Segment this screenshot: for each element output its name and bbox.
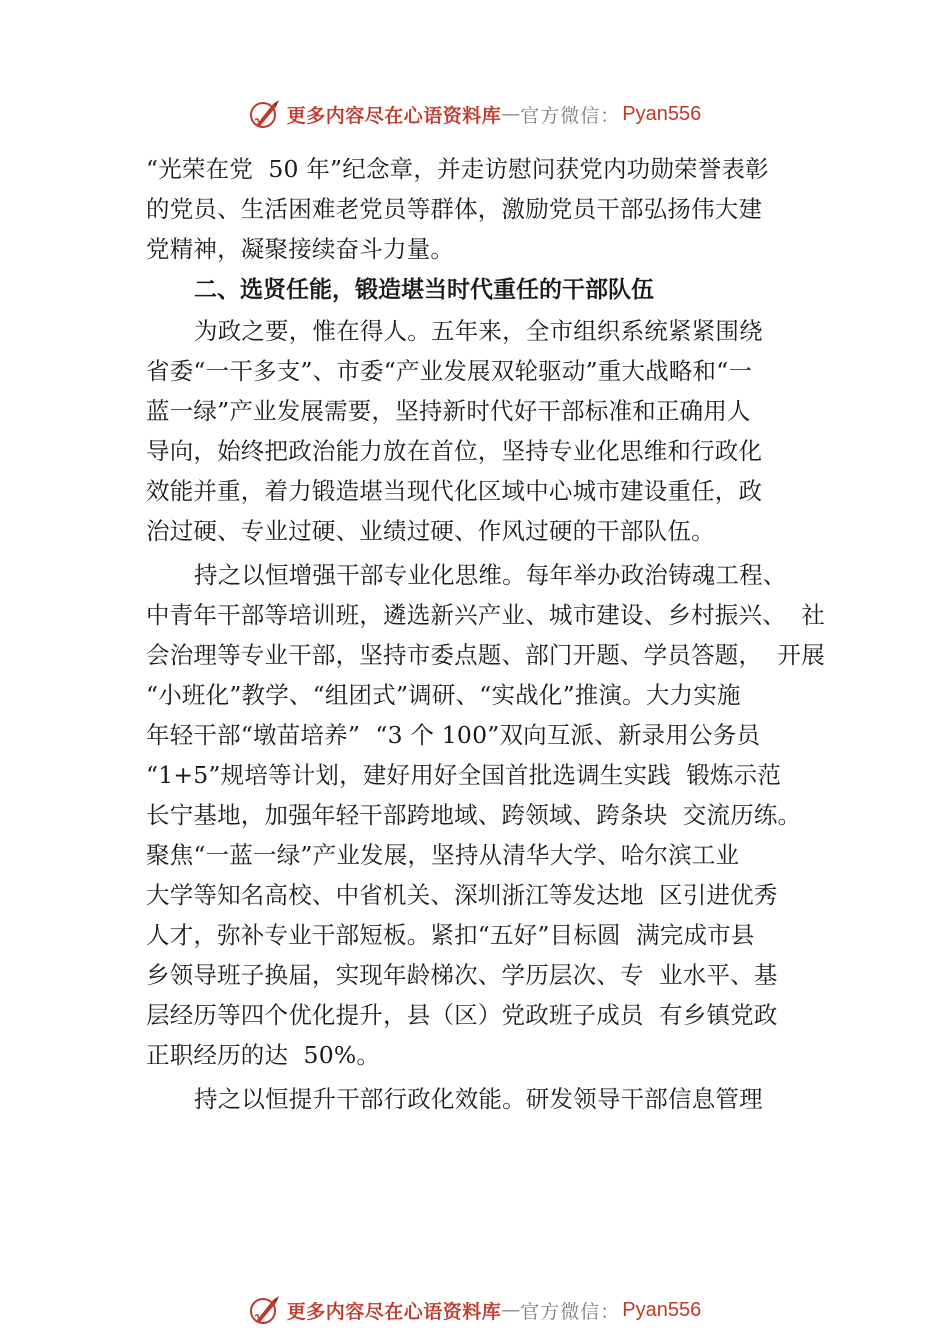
paragraph-professional-thinking bbox=[146, 555, 825, 1075]
text-line: 层经历等四个优化提升，县（区）党政班子成员 有乡镇党政 bbox=[146, 1001, 778, 1029]
text-line: 持之以恒提升干部行政化效能。研发领导干部信息管理 bbox=[194, 1085, 763, 1113]
text-line: 为政之要，惟在得人。五年来，全市组织系统紧紧围绕 bbox=[194, 317, 763, 345]
banner-official-label: 官方微信： bbox=[520, 1300, 621, 1323]
text-line: 持之以恒增强干部专业化思维。每年举办政治铸魂工程、 bbox=[194, 561, 787, 589]
text-line: 治过硬、专业过硬、业绩过硬、作风过硬的干部队伍。 bbox=[146, 517, 715, 545]
text-line: 导向，始终把政治能力放在首位，坚持专业化思维和行政化 bbox=[146, 437, 763, 465]
text-line: 的党员、生活困难老党员等群体，激励党员干部弘扬伟大建 bbox=[146, 195, 763, 223]
text-line: 中青年干部等培训班，遴选新兴产业、城市建设、乡村振兴、 社 bbox=[146, 601, 825, 629]
text-line: “光荣在党 50 年”纪念章，并走访慰问获党内功勋荣誉表彰 bbox=[146, 155, 769, 183]
text-line: 省委“一干多支”、市委“产业发展双轮驱动”重大战略和“一 bbox=[146, 357, 753, 385]
text-line: 效能并重，着力锻造堪当现代化区域中心城市建设重任，政 bbox=[146, 477, 763, 505]
banner-dash: — bbox=[501, 1299, 521, 1321]
text-line: 蓝一绿”产业发展需要，坚持新时代好干部标准和正确用人 bbox=[146, 397, 751, 425]
text-line: “1+5”规培等计划，建好用好全国首批选调生实践 锻炼示范 bbox=[146, 761, 782, 789]
text-line: 年轻干部“墩苗培养” “3 个 100”双向互派、新录用公务员 bbox=[146, 721, 761, 749]
text-line: 大学等知名高校、中省机关、深圳浙江等发达地 区引进优秀 bbox=[146, 881, 778, 909]
banner-brand: 更多内容尽在心语资料库 bbox=[286, 1300, 502, 1323]
text-line: 人才，弥补专业干部短板。紧扣“五好”目标圆 满完成市县 bbox=[146, 921, 755, 949]
paragraph-overview bbox=[146, 311, 816, 551]
quill-pen-logo-icon bbox=[249, 98, 281, 130]
footer-banner bbox=[0, 1290, 950, 1330]
text-line: 正职经历的达 50%。 bbox=[146, 1041, 381, 1069]
banner-wechat-id: Pyan556 bbox=[622, 102, 702, 125]
text-line: 党精神，凝聚接续奋斗力量。 bbox=[146, 235, 455, 263]
text-line: “小班化”教学、“组团式”调研、“实战化”推演。大力实施 bbox=[146, 681, 741, 709]
paragraph-intro bbox=[146, 149, 816, 269]
quill-pen-logo-icon bbox=[249, 1294, 281, 1326]
section-heading: 二、选贤任能，锻造堪当时代重任的干部队伍 bbox=[194, 277, 654, 303]
banner-wechat-id: Pyan556 bbox=[622, 1298, 702, 1321]
banner-dash: — bbox=[501, 103, 521, 125]
document-body bbox=[146, 149, 825, 1119]
header-banner bbox=[0, 94, 950, 134]
text-line: 长宁基地，加强年轻干部跨地域、跨领域、跨条块 交流历练。 bbox=[146, 801, 802, 829]
text-line: 会治理等专业干部，坚持市委点题、部门开题、学员答题， 开展 bbox=[146, 641, 825, 669]
paragraph-administrative-efficiency bbox=[146, 1079, 816, 1119]
banner-brand: 更多内容尽在心语资料库 bbox=[286, 104, 502, 127]
text-line: 乡领导班子换届，实现年龄梯次、学历层次、专 业水平、基 bbox=[146, 961, 778, 989]
text-line: 聚焦“一蓝一绿”产业发展，坚持从清华大学、哈尔滨工业 bbox=[146, 841, 740, 869]
banner-official-label: 官方微信： bbox=[520, 104, 621, 127]
